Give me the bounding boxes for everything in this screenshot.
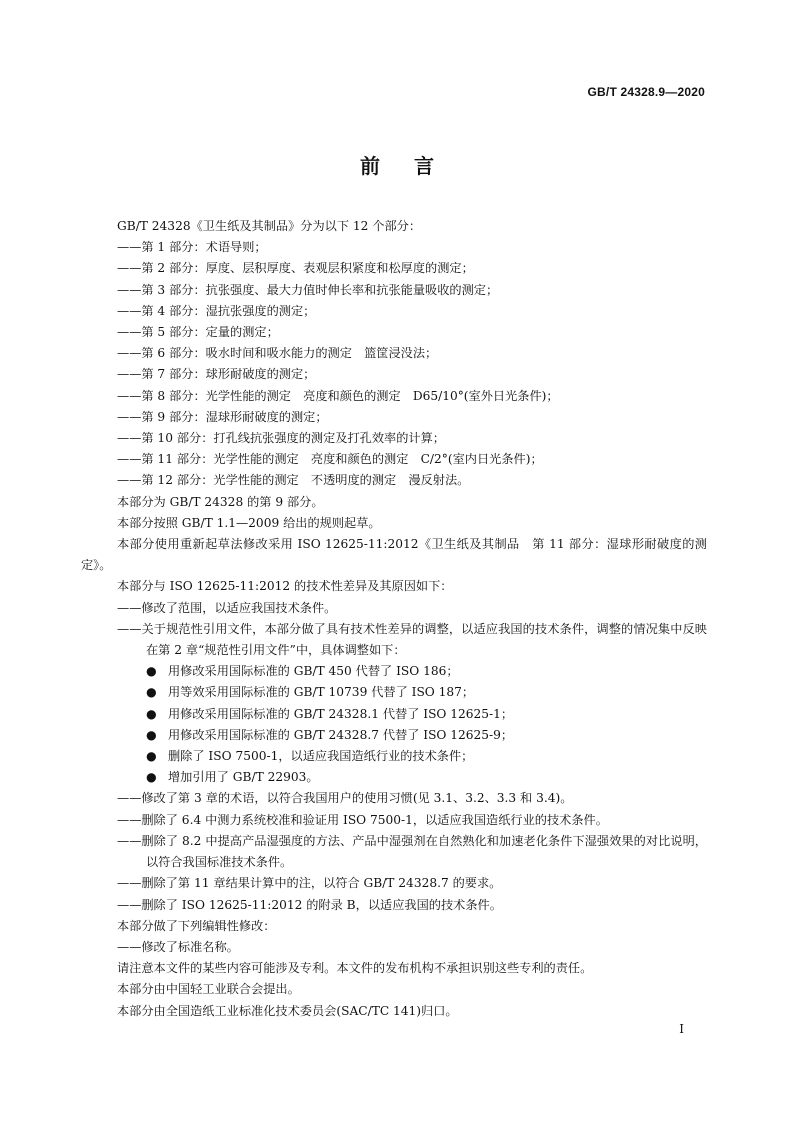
- part-list-item: ——第 1 部分：术语导则；: [117, 240, 267, 255]
- bullet-item: [117, 661, 707, 682]
- bullet-item: [117, 767, 707, 788]
- bullet-item: [117, 725, 707, 746]
- bullet-text: 删除了 ISO 7500-1，以适应我国造纸行业的技术条件；: [168, 749, 474, 764]
- redraft-paragraph: 本部分使用重新起草法修改采用 ISO 12625-11:2012《卫生纸及其制品 第 11 部分：湿球形耐破度的测定》。: [81, 537, 707, 573]
- part-list-item: ——第 3 部分：抗张强度、最大力值时伸长率和抗张能量吸收的测定；: [117, 282, 499, 297]
- page-number: I: [679, 1022, 684, 1036]
- part-list-item: ——第 10 部分：打孔线抗张强度的测定及打孔效率的计算；: [117, 431, 445, 446]
- part-list-item: ——第 2 部分：厚度、层积厚度、表观层积紧度和松厚度的测定；: [117, 261, 474, 276]
- part-list-item: ——第 12 部分：光学性能的测定 不透明度的测定 漫反射法。: [117, 473, 470, 488]
- bullet-text: 用修改采用国际标准的 GB/T 24328.1 代替了 ISO 12625-1；: [168, 706, 514, 721]
- difference-item: ——删除了 6.4 中测力系统校准和验证用 ISO 7500-1，以适应我国造纸行业的技术条件。: [117, 812, 608, 827]
- bullet-item: [117, 704, 707, 725]
- difference-item: ——关于规范性引用文件，本部分做了具有技术性差异的调整，以适应我国的技术条件，调整的情况集中反映在第 2 章“规范性引用文件”中，具体调整如下：: [117, 621, 707, 658]
- standard-code: GB/T 24328.9—2020: [587, 85, 705, 99]
- page-title: 前言: [360, 154, 468, 178]
- proposed-by-paragraph: 本部分由中国轻工业联合会提出。: [117, 982, 300, 997]
- part-list-item: ——第 6 部分：吸水时间和吸水能力的测定 篮筐浸没法；: [117, 346, 438, 361]
- patent-paragraph: 请注意本文件的某些内容可能涉及专利。本文件的发布机构不承担识别这些专利的责任。: [117, 961, 593, 976]
- bullet-text: 增加引用了 GB/T 22903。: [168, 770, 319, 785]
- foreword-body: [81, 216, 707, 1022]
- part-of-paragraph: 本部分为 GB/T 24328 的第 9 部分。: [117, 494, 324, 509]
- editorial-item: ——修改了标准名称。: [117, 939, 239, 954]
- part-list-item: ——第 7 部分：球形耐破度的测定；: [117, 367, 316, 382]
- bullet-icon: ●: [146, 685, 157, 700]
- difference-item: ——修改了范围，以适应我国技术条件。: [117, 600, 337, 615]
- part-list-item: ——第 4 部分：湿抗张强度的测定；: [117, 303, 316, 318]
- rules-paragraph: 本部分按照 GB/T 1.1—2009 给出的规则起草。: [117, 515, 381, 530]
- part-list-item: ——第 8 部分：光学性能的测定 亮度和颜色的测定 D65/10°(室外日光条件)；: [117, 388, 559, 403]
- bullet-item: [117, 746, 707, 767]
- part-list-item: ——第 11 部分：光学性能的测定 亮度和颜色的测定 C/2°(室内日光条件)；: [117, 452, 543, 467]
- bullet-icon: ●: [146, 706, 157, 721]
- difference-item: ——删除了第 11 章结果计算中的注，以符合 GB/T 24328.7 的要求。: [117, 876, 502, 891]
- bullet-icon: ●: [146, 749, 157, 764]
- bullet-text: 用修改采用国际标准的 GB/T 24328.7 代替了 ISO 12625-9；: [168, 727, 514, 742]
- bullet-icon: ●: [146, 727, 157, 742]
- bullet-item: [117, 682, 707, 703]
- bullet-text: 用修改采用国际标准的 GB/T 450 代替了 ISO 186；: [168, 664, 459, 679]
- difference-item: ——修改了第 3 章的术语，以符合我国用户的使用习惯(见 3.1、3.2、3.3 和 3.4)。: [117, 791, 573, 806]
- bullet-text: 用等效采用国际标准的 GB/T 10739 代替了 ISO 187；: [168, 685, 475, 700]
- bullet-icon: ●: [146, 770, 157, 785]
- bullet-icon: ●: [146, 664, 157, 679]
- difference-item: ——删除了 8.2 中提高产品湿强度的方法、产品中湿强剂在自然熟化和加速老化条件下湿强效果的对比说明，以符合我国标准技术条件。: [117, 833, 707, 870]
- centralized-by-paragraph: 本部分由全国造纸工业标准化技术委员会(SAC/TC 141)归口。: [117, 1003, 458, 1018]
- part-list-item: ——第 9 部分：湿球形耐破度的测定；: [117, 409, 328, 424]
- editorial-intro: 本部分做了下列编辑性修改：: [117, 918, 276, 933]
- part-list-item: ——第 5 部分：定量的测定；: [117, 325, 279, 340]
- difference-item: ——删除了 ISO 12625-11:2012 的附录 B，以适应我国的技术条件。: [117, 897, 502, 912]
- intro-paragraph: GB/T 24328《卫生纸及其制品》分为以下 12 个部分：: [117, 219, 422, 233]
- differences-intro: 本部分与 ISO 12625-11:2012 的技术性差异及其原因如下：: [117, 579, 453, 594]
